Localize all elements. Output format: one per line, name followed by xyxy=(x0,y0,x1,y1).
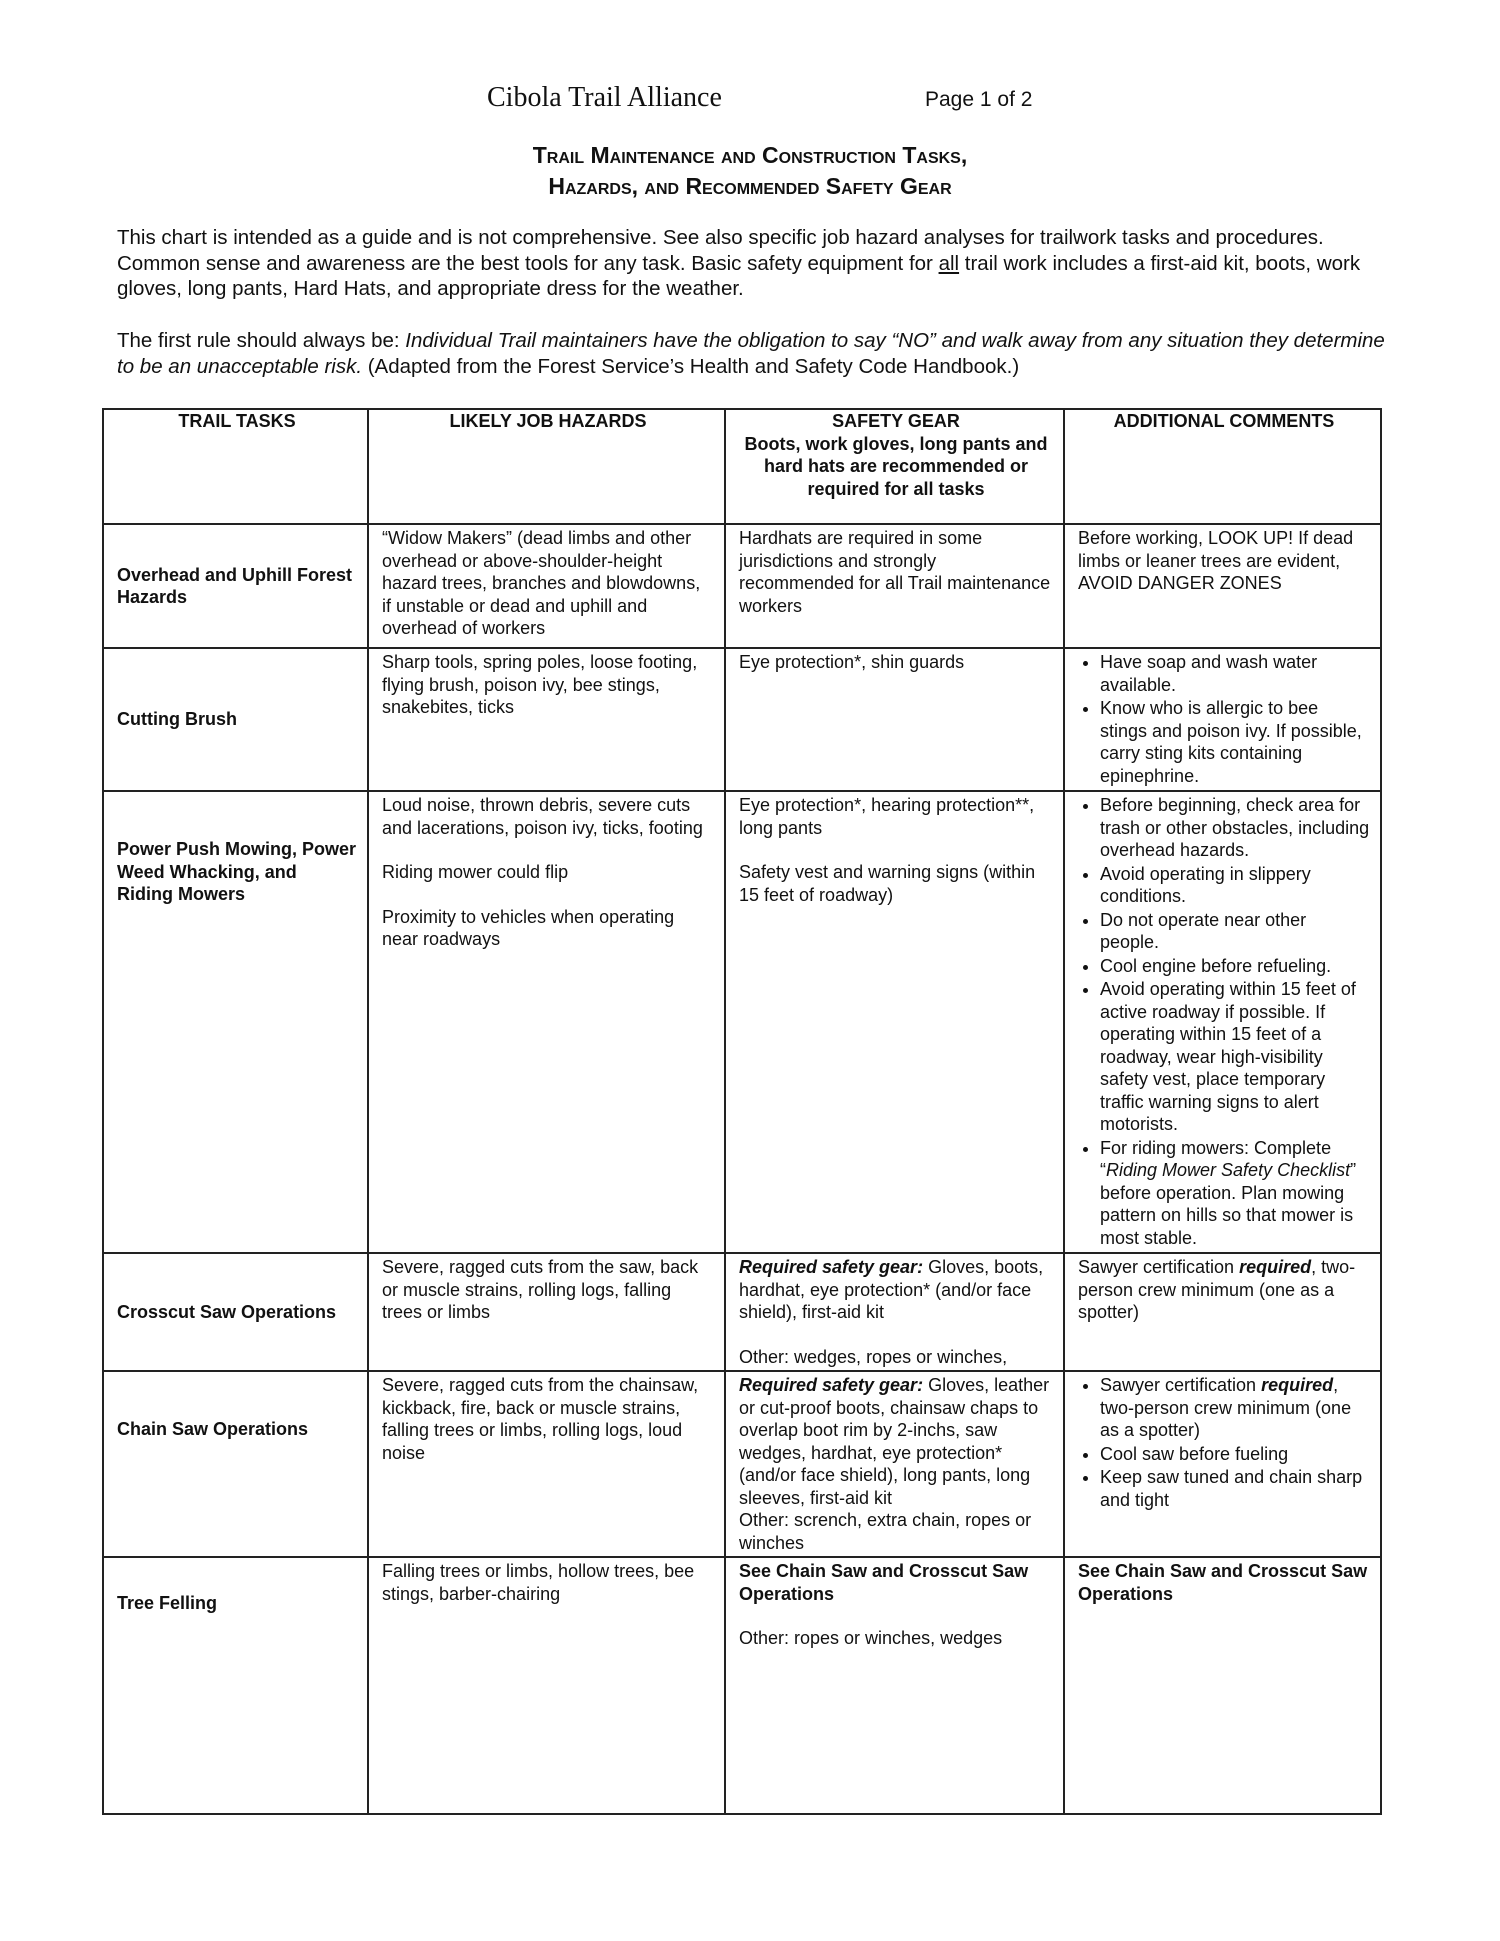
intro-text-1: This chart is intended as a guide and is not comprehensive. See also specific job hazard analyses for trailwork tasks and procedures. Common sense and awareness are the best tools for any task. Basic safety equipment for xyxy=(117,226,1324,275)
gear-text: Safety vest and warning signs (within 15 feet of roadway) xyxy=(739,862,1036,905)
gear-text: Eye protection*, hearing protection**, long pants xyxy=(739,795,1035,838)
list-item: • Have soap and wash water available. xyxy=(1100,651,1370,696)
hazards-cell: Falling trees or limbs, hollow trees, bee stings, barber-chairing xyxy=(368,1557,725,1814)
required-gear-label: Required safety gear: xyxy=(739,1257,924,1277)
header-safety-gear-subtitle: Boots, work gloves, long pants and hard hats are recommended or required for all tasks xyxy=(744,433,1048,499)
comment-text: ” before operation. Plan mowing pattern on hills so that mower is most stable. xyxy=(1100,1160,1357,1248)
other-gear-text: Other: ropes or winches, wedges xyxy=(739,1628,1003,1648)
required-gear-label: Required safety gear: xyxy=(739,1375,924,1395)
header-safety-gear xyxy=(725,409,1064,524)
list-item xyxy=(1100,1374,1370,1442)
header-trail-tasks: TRAIL TASKS xyxy=(103,409,368,524)
hazards-cell: “Widow Makers” (dead limbs and other overhead or above-shoulder-height hazard trees, branches and blowdowns, if unstable or dead and uphill and overhead of workers xyxy=(368,524,725,648)
task-cell xyxy=(103,791,368,1253)
comment-emphasis: required xyxy=(1261,1375,1334,1395)
gear-cell: Eye protection*, shin guards xyxy=(725,648,1064,791)
intro-underlined-all: all xyxy=(938,251,960,275)
gear-cell xyxy=(725,1371,1064,1557)
table-row xyxy=(103,791,1381,1253)
task-cell: Cutting Brush xyxy=(103,648,368,791)
comment-text: , two-person crew minimum (one as a spotter) xyxy=(1100,1375,1352,1440)
comments-list xyxy=(1078,794,1370,1249)
gear-text xyxy=(739,1374,1053,1509)
table-header-row xyxy=(103,409,1381,524)
task-cell: Crosscut Saw Operations xyxy=(103,1253,368,1371)
first-rule-source: (Adapted from the Forest Service’s Health and Safety Code Handbook.) xyxy=(362,354,1020,378)
intro-paragraph xyxy=(117,225,1387,302)
required-gear-text: Gloves, leather or cut-proof boots, chainsaw chaps to overlap boot rim by 2-inchs, saw wedges, hardhat, eye protection* (and/or face shield), long pants, long sleeves, first-aid kit xyxy=(739,1375,1050,1508)
comments-cell xyxy=(1064,1253,1381,1371)
title-line-1: Trail Maintenance and Construction Tasks, xyxy=(532,142,968,168)
comments-cell xyxy=(1064,791,1381,1253)
task-label: Chain Saw Operations xyxy=(117,1419,309,1439)
page-header xyxy=(0,82,1500,122)
table-row xyxy=(103,648,1381,791)
list-item: • Avoid operating in slippery conditions. xyxy=(1100,863,1370,908)
list-item: • Avoid operating within 15 feet of active roadway if possible. If operating within 15 feet of a roadway, wear high-visibility safety vest, place temporary traffic warning signs to alert motorists. xyxy=(1100,978,1370,1136)
comment-emphasis: required xyxy=(1239,1257,1312,1277)
hazard-text: Loud noise, thrown debris, severe cuts and lacerations, poison ivy, ticks, footing xyxy=(382,795,703,838)
hazards-cell: Severe, ragged cuts from the saw, back or muscle strains, rolling logs, falling trees or limbs xyxy=(368,1253,725,1371)
title-line-2: Hazards, and Recommended Safety Gear xyxy=(548,173,952,199)
task-label: Power Push Mowing, Power Weed Whacking, and Riding Mowers xyxy=(117,839,357,904)
gear-cell xyxy=(725,791,1064,1253)
list-item: • Do not operate near other people. xyxy=(1100,909,1370,954)
list-item: • Cool engine before refueling. xyxy=(1100,955,1370,978)
list-item xyxy=(1100,1137,1370,1250)
comments-cell xyxy=(1064,1371,1381,1557)
hazards-cell xyxy=(368,791,725,1253)
hazard-text: Riding mower could flip xyxy=(382,862,569,882)
hazards-cell: Severe, ragged cuts from the chainsaw, kickback, fire, back or muscle strains, falling trees or limbs, rolling logs, loud noise xyxy=(368,1371,725,1557)
table-row xyxy=(103,524,1381,648)
table-row xyxy=(103,1557,1381,1814)
task-cell xyxy=(103,1557,368,1814)
page-number: Page 1 of 2 xyxy=(925,88,1033,111)
comment-text: Sawyer certification xyxy=(1078,1257,1240,1277)
comments-cell xyxy=(1064,648,1381,791)
list-item: • Before beginning, check area for trash or other obstacles, including overhead hazards. xyxy=(1100,794,1370,862)
checklist-name: Riding Mower Safety Checklist xyxy=(1106,1160,1351,1180)
task-cell xyxy=(103,1371,368,1557)
comments-list xyxy=(1078,1374,1370,1511)
task-label: Tree Felling xyxy=(117,1593,218,1613)
comments-cell: See Chain Saw and Crosscut Saw Operations xyxy=(1064,1557,1381,1814)
gear-reference: See Chain Saw and Crosscut Saw Operations xyxy=(739,1561,1029,1604)
first-rule-italic: Individual Trail maintainers have the obligation to say “NO” and walk away from any situation they determine to be an unacceptable risk. xyxy=(117,329,1385,378)
gear-cell xyxy=(725,1253,1064,1371)
hazard-text: Proximity to vehicles when operating near roadways xyxy=(382,906,675,949)
comment-text: For riding mowers: Complete “ xyxy=(1100,1137,1332,1180)
header-safety-gear-title: SAFETY GEAR xyxy=(832,411,960,431)
gear-cell xyxy=(725,1557,1064,1814)
header-additional-comments: ADDITIONAL COMMENTS xyxy=(1064,409,1381,524)
first-rule-lead: The first rule should always be: xyxy=(117,329,406,352)
hazards-table xyxy=(102,408,1382,1815)
list-item: • Keep saw tuned and chain sharp and tight xyxy=(1100,1466,1370,1511)
list-item: • Cool saw before fueling xyxy=(1100,1443,1370,1466)
header-likely-job-hazards: LIKELY JOB HAZARDS xyxy=(368,409,725,524)
gear-cell: Hardhats are required in some jurisdictions and strongly recommended for all Trail maintenance workers xyxy=(725,524,1064,648)
organization-name: Cibola Trail Alliance xyxy=(487,82,722,113)
gear-text xyxy=(739,1256,1053,1324)
comments-cell: Before working, LOOK UP! If dead limbs or leaner trees are evident, AVOID DANGER ZONES xyxy=(1064,524,1381,648)
other-gear-text: Other: wedges, ropes or winches, xyxy=(739,1346,1008,1367)
table-row xyxy=(103,1371,1381,1557)
required-gear-text: Gloves, boots, hardhat, eye protection* (and/or face shield), first-aid kit xyxy=(739,1257,1044,1322)
table-row xyxy=(103,1253,1381,1371)
document-title xyxy=(0,140,1500,202)
comments-list xyxy=(1078,651,1370,787)
task-cell: Overhead and Uphill Forest Hazards xyxy=(103,524,368,648)
comment-text: Sawyer certification xyxy=(1100,1375,1262,1395)
hazards-cell: Sharp tools, spring poles, loose footing, flying brush, poison ivy, bee stings, snakebites, ticks xyxy=(368,648,725,791)
other-gear-text: Other: scrench, extra chain, ropes or winches xyxy=(739,1510,1032,1553)
intro-text-2: trail work includes a first-aid kit, boots, work gloves, long pants, Hard Hats, and appropriate dress for the weather. xyxy=(117,251,1361,300)
first-rule-paragraph xyxy=(117,328,1387,379)
comment-text: , two-person crew minimum (one as a spotter) xyxy=(1078,1257,1356,1322)
list-item: • Know who is allergic to bee stings and poison ivy. If possible, carry sting kits containing epinephrine. xyxy=(1100,697,1370,787)
